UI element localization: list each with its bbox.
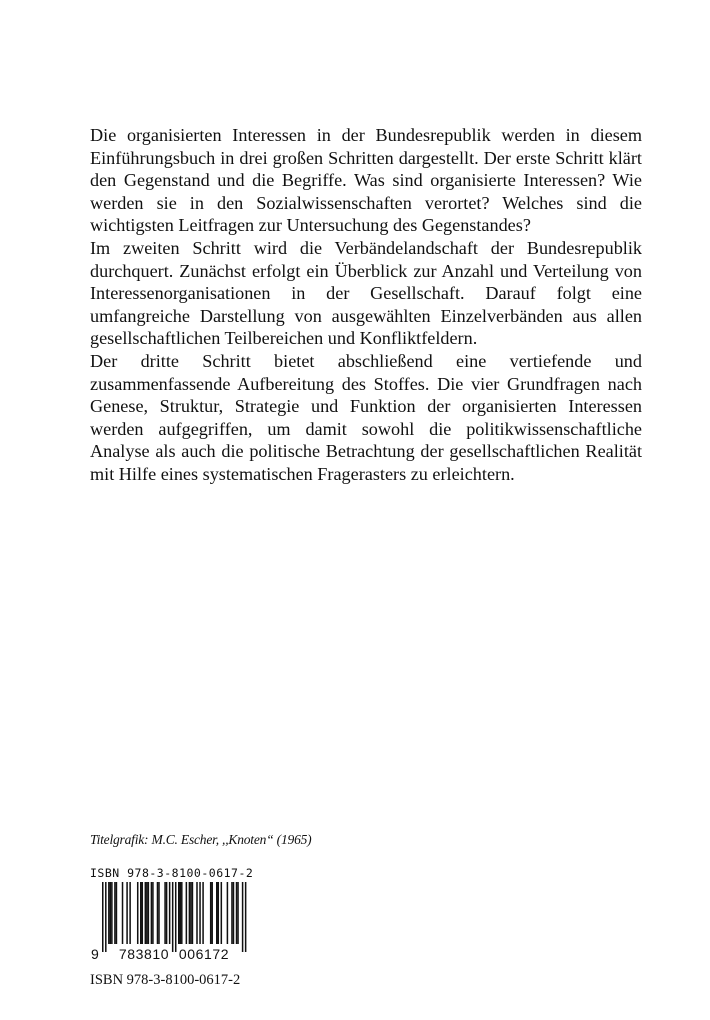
isbn-barcode (90, 882, 250, 962)
barcode-bar (218, 882, 220, 944)
barcode-bar (216, 882, 218, 944)
barcode-bar (237, 882, 239, 944)
barcode-bar (210, 882, 212, 944)
barcode-bar (169, 882, 171, 944)
barcode-bar (245, 882, 247, 952)
barcode-bar (175, 882, 177, 952)
barcode-bar (202, 882, 204, 944)
barcode-bar (166, 882, 168, 944)
back-cover-blurb (90, 124, 642, 486)
barcode-bar (111, 882, 113, 944)
barcode-bar (145, 882, 147, 944)
barcode-bar (122, 882, 124, 944)
barcode-bar (221, 882, 223, 944)
blurb-paragraph-1: Die organisierten Interessen in der Bundesrepublik werden in diesem Einführungsbuch in drei großen Schritten dargestellt. Der erste Schritt klärt den Gegenstand und die Begriffe. Was sind organisierte Interessen? Wie werden sie in den Sozialwissenschaften verortet? Welches sind die wichtigsten Leitfragen zur Untersuchung des Gegenstandes? (90, 125, 642, 236)
barcode-bar (148, 882, 150, 944)
barcode-bar (181, 882, 183, 944)
barcode-bar (199, 882, 201, 944)
barcode-bar (114, 882, 116, 944)
barcode-bar (189, 882, 191, 944)
blurb-paragraph-2: Im zweiten Schritt wird die Verbändelandschaft der Bundesrepublik durchquert. Zunächst erfolgt ein Überblick zur Anzahl und Verteilung von Interessenorganisationen in der Gesellschaft. Darauf folgt eine umfangreiche Darstellung von ausgewählten Einzelverbänden aus allen gesellschaftlichen Teilbereichen und Konfliktfeldern. (90, 237, 642, 349)
barcode-bar (242, 882, 244, 952)
cover-art-credit: Titelgrafik: M.C. Escher, ,,Knoten“ (1965) (90, 832, 312, 847)
barcode-bar (129, 882, 131, 944)
barcode-bar (102, 882, 104, 952)
barcode-bar (211, 882, 213, 944)
barcode-left-digits: 783810 (118, 946, 170, 962)
barcode-bar (157, 882, 159, 944)
barcode-bar (180, 882, 182, 944)
barcode-bar (110, 882, 112, 944)
blurb-paragraph-3: Der dritte Schritt bietet abschließend eine vertiefende und zusammenfassende Aufbereitung des Stoffes. Die vier Grundfragen nach Genese, Struktur, Strategie und Funktion der organisierten Interessen werden aufgegriffen, um damit sowohl die politikwissenschaftliche Analyse als auch die politische Betrachtung der gesellschaftlichen Realität mit Hilfe eines systematischen Fragerasters zu erleichtern. (90, 350, 642, 484)
barcode-bar (190, 882, 192, 944)
barcode-bar (192, 882, 194, 944)
barcode-bar (196, 882, 198, 944)
barcode-bar (140, 882, 142, 944)
barcode-bar (151, 882, 153, 944)
barcode-bar (105, 882, 107, 952)
barcode-bar (126, 882, 128, 944)
barcode-bar (178, 882, 180, 944)
barcode-bar (186, 882, 188, 944)
barcode-bar (142, 882, 144, 944)
barcode-bar (146, 882, 148, 944)
barcode-bar (116, 882, 118, 944)
barcode-bar (158, 882, 160, 944)
barcode-bar (231, 882, 233, 944)
barcode-first-digit: 9 (91, 946, 99, 962)
barcode-bar (137, 882, 139, 944)
isbn-number: ISBN 978-3-8100-0617-2 (90, 972, 241, 988)
barcode-bar (108, 882, 110, 944)
barcode-isbn-label: ISBN 978-3-8100-0617-2 (90, 866, 254, 880)
barcode-bar (172, 882, 174, 952)
barcode-bar (233, 882, 235, 944)
barcode-bar (164, 882, 166, 944)
barcode-bar (152, 882, 154, 944)
barcode-bar (236, 882, 238, 944)
barcode-bar (227, 882, 229, 944)
barcode-right-digits: 006172 (178, 946, 230, 962)
